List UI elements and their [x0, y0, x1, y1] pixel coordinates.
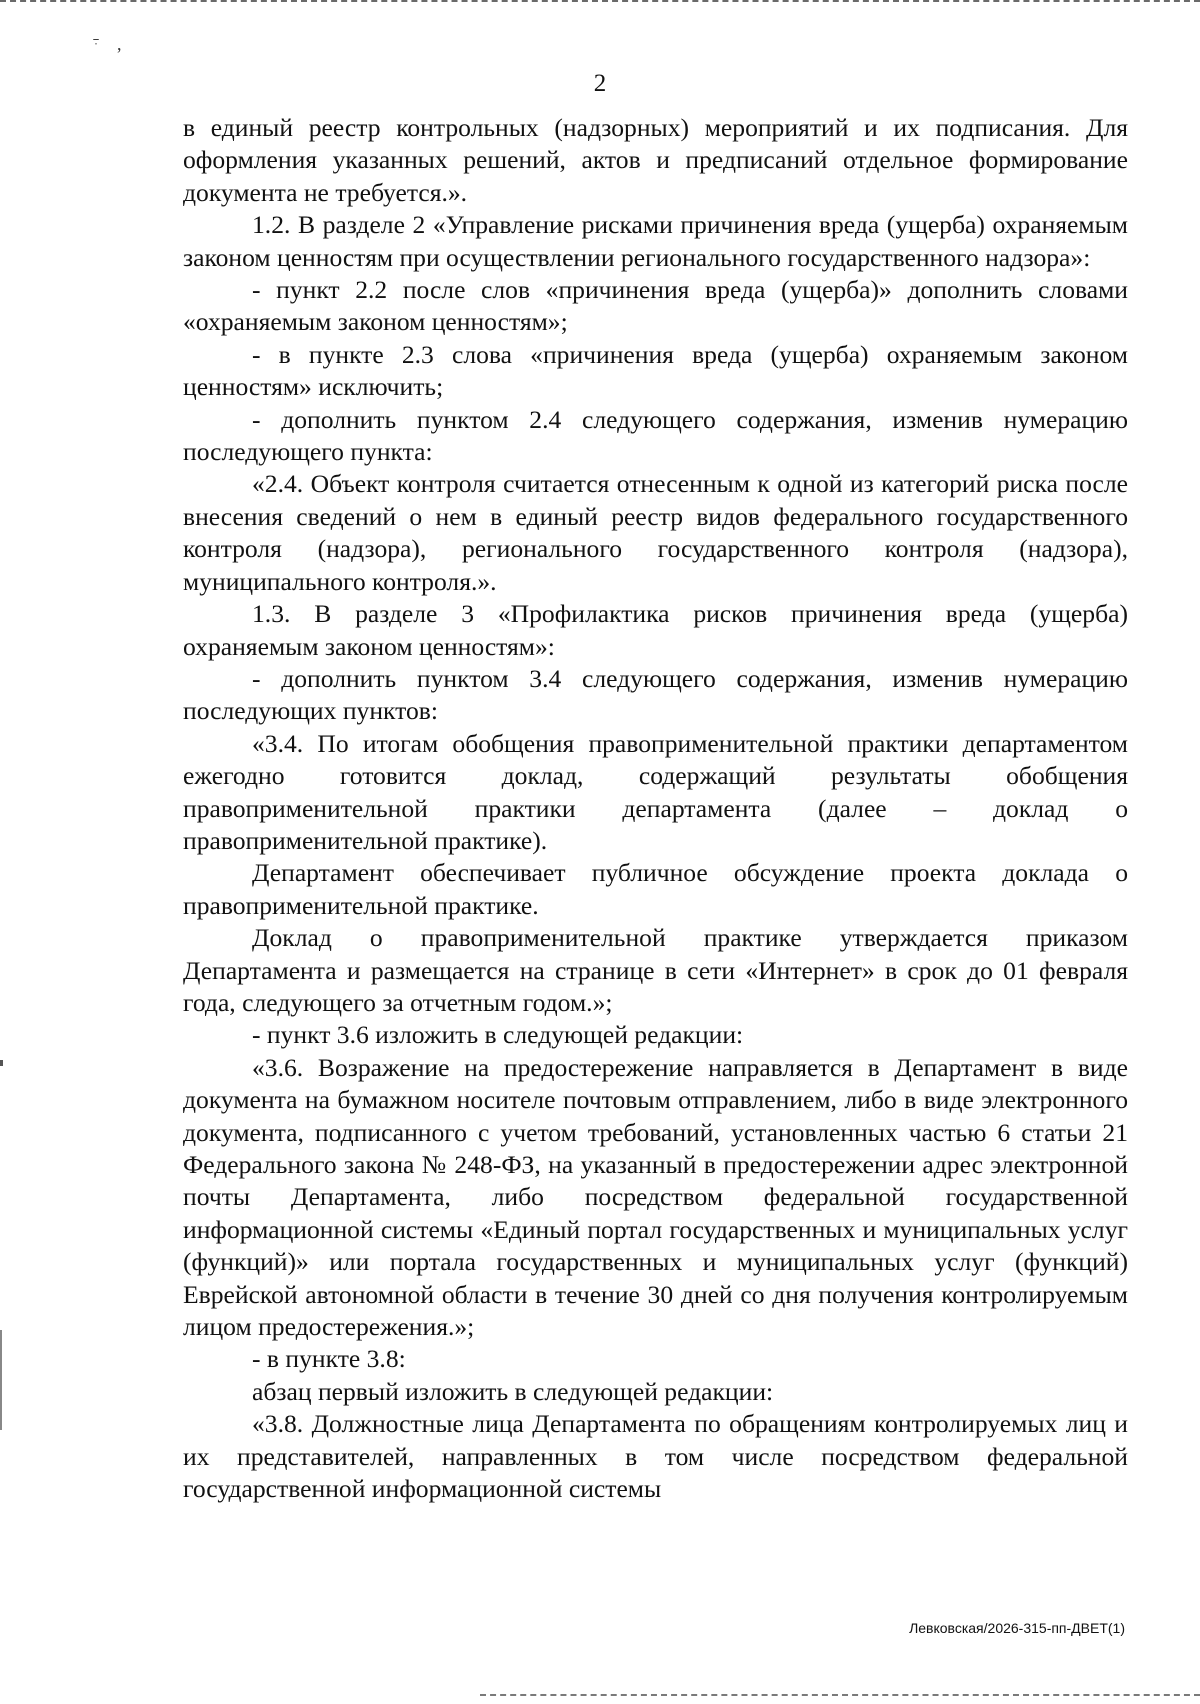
- paragraph: Департамент обеспечивает публичное обсуждение проекта доклада о правоприменительной практике.: [183, 858, 1128, 920]
- document-reference: Левковская/2026-315-пп-ДВЕТ(1): [909, 1620, 1125, 1636]
- paragraph: абзац первый изложить в следующей редакции:: [252, 1376, 774, 1406]
- paragraph: 1.3. В разделе 3 «Профилактика рисков причинения вреда (ущерба) охраняемым законом ценностям»:: [183, 599, 1128, 661]
- paragraph: «3.8. Должностные лица Департамента по обращениям контролируемых лиц и их представителей, направленных в том числе посредством федеральной государственной информационной системы: [183, 1409, 1128, 1504]
- paragraph: - пункт 2.2 после слов «причинения вреда (ущерба)» дополнить словами «охраняемым законом ценностям»;: [183, 275, 1128, 337]
- paragraph: в единый реестр контрольных (надзорных) мероприятий и их подписания. Для оформления указанных решений, актов и предписаний отдельное формирование документа не требуется.».: [183, 113, 1128, 207]
- document-body: [183, 112, 1128, 1505]
- paragraph: - дополнить пунктом 2.4 следующего содержания, изменив нумерацию последующего пункта:: [183, 404, 1128, 467]
- paragraph: - в пункте 2.3 слова «причинения вреда (ущерба) охраняемым законом ценностям» исключить;: [183, 339, 1128, 402]
- paragraph: Доклад о правоприменительной практике утверждается приказом Департамента и размещается на странице в сети «Интернет» в срок до 01 февраля года, следующего за отчетным годом.»;: [183, 923, 1128, 1017]
- paragraph: - дополнить пунктом 3.4 следующего содержания, изменив нумерацию последующих пунктов:: [183, 663, 1128, 726]
- scan-edge-top: [0, 0, 1200, 5]
- paragraph: - в пункте 3.8:: [252, 1344, 406, 1374]
- scan-edge-bottom: [480, 1694, 1200, 1698]
- paragraph: - пункт 3.6 изложить в следующей редакции:: [252, 1020, 744, 1050]
- scan-edge-mark: [0, 1330, 2, 1430]
- paragraph: «3.6. Возражение на предостережение направляется в Департамент в виде документа на бумажном носителе почтовым отправлением, либо в виде электронного документа, подписанного с учетом требований, установленных частью 6 статьи 21 Федерального закона № 248-ФЗ, на указанный в предостережении адрес электронной почты Департамента, либо посредством федеральной государственной информационной системы «Единый портал государственных и муниципальных услуг (функций)» или портала государственных и муниципальных услуг (функций) Еврейской автономной области в течение 30 дней со дня получения контролируемым лицом предостережения.»;: [183, 1052, 1128, 1342]
- page-number: 2: [593, 70, 607, 97]
- scan-edge-mark: [0, 1060, 3, 1066]
- paragraph: «2.4. Объект контроля считается отнесенным к одной из категорий риска после внесения сведений о нем в единый реестр видов федерального государственного контроля (надзора), регионального государственного контроля (надзора), муниципального контроля.».: [183, 469, 1128, 596]
- scan-marks: ּ ̄ ,: [96, 34, 128, 54]
- paragraph: 1.2. В разделе 2 «Управление рисками причинения вреда (ущерба) охраняемым законом ценностям при осуществлении регионального государственного надзора»:: [183, 210, 1128, 272]
- paragraph: «3.4. По итогам обобщения правоприменительной практики департаментом ежегодно готовится доклад, содержащий результаты обобщения правоприменительной практики департамента (далее – доклад о правоприменительной практике).: [183, 728, 1128, 855]
